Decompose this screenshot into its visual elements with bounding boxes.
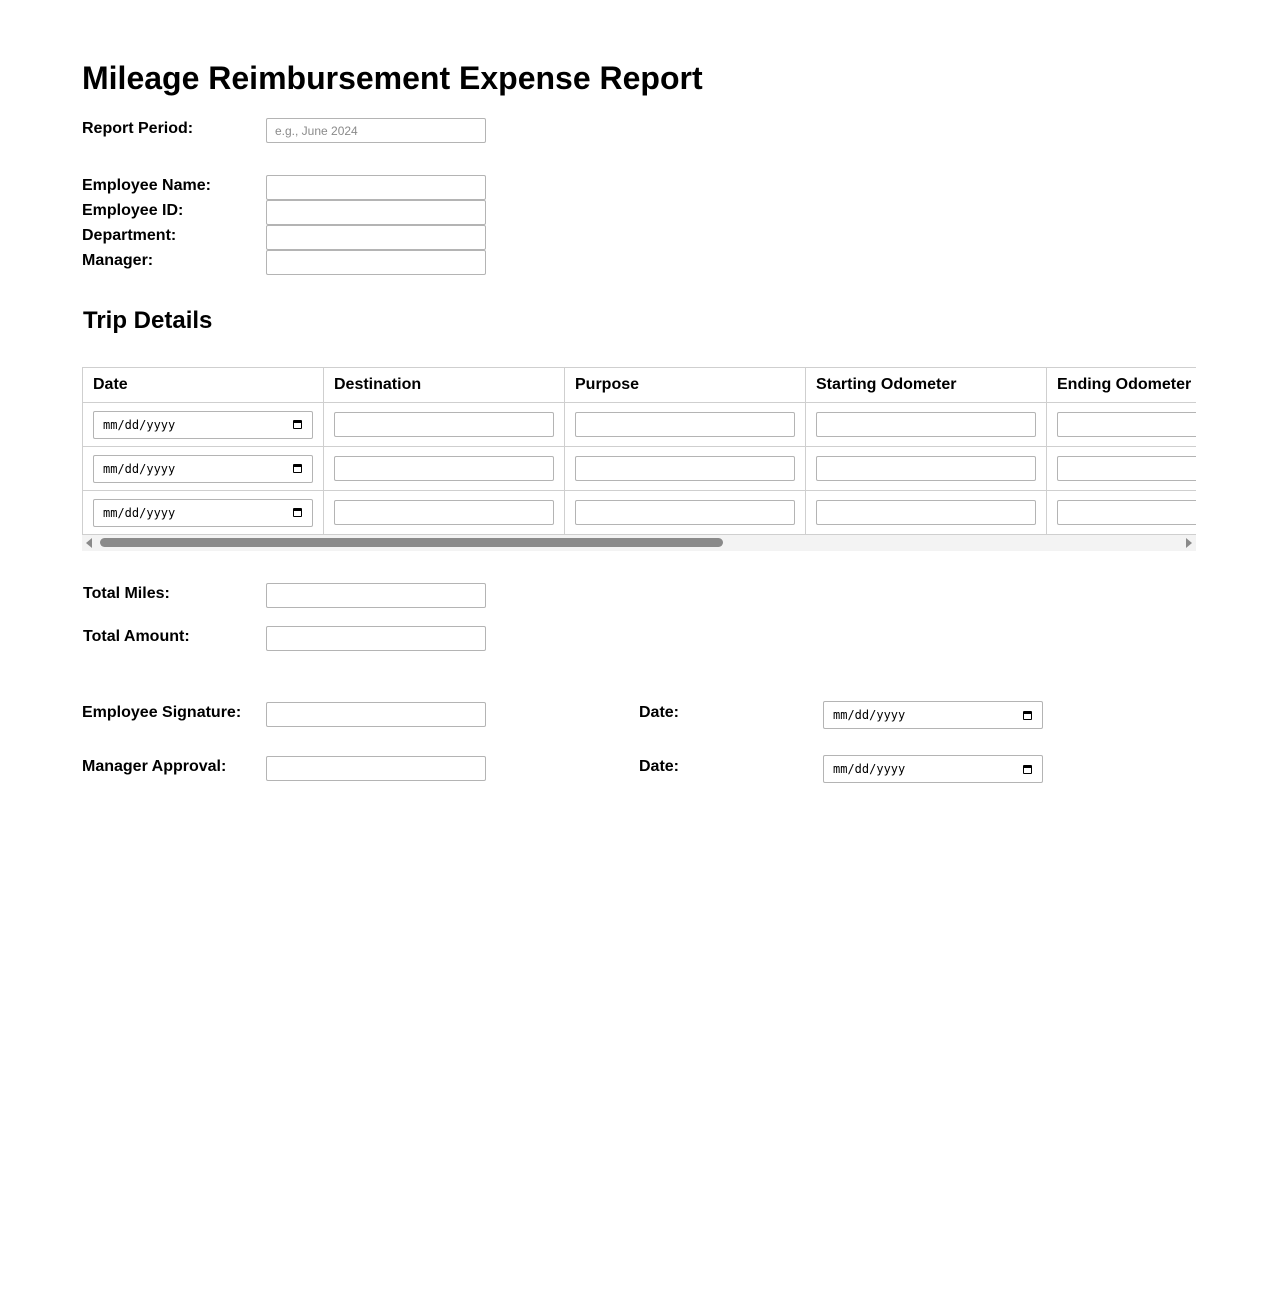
manager-input[interactable] <box>266 250 486 275</box>
calendar-icon[interactable] <box>293 464 302 473</box>
starting-odometer-cell <box>806 447 1047 491</box>
starting-odometer-input[interactable] <box>816 412 1036 437</box>
purpose-input[interactable] <box>575 412 795 437</box>
ending-odometer-input[interactable] <box>1057 456 1196 481</box>
manager-approval-input[interactable] <box>266 756 486 781</box>
report-period-input[interactable] <box>266 118 486 143</box>
starting-odometer-input[interactable] <box>816 500 1036 525</box>
total-amount-input[interactable] <box>266 626 486 651</box>
calendar-icon[interactable] <box>293 508 302 517</box>
purpose-input[interactable] <box>575 456 795 481</box>
employee-signature-label: Employee Signature: <box>82 704 242 721</box>
trip-date-input[interactable] <box>93 455 313 483</box>
date-placeholder: mm/dd/yyyy <box>833 762 906 776</box>
manager-approval-date-input[interactable] <box>823 755 1043 783</box>
employee-signature-date-label: Date: <box>639 704 680 721</box>
trip-table-scroll-container[interactable] <box>82 367 1196 551</box>
trip-details-heading: Trip Details <box>83 307 213 334</box>
column-header-destination: Destination <box>324 368 565 403</box>
ending-odometer-cell <box>1047 491 1197 535</box>
department-label: Department: <box>82 227 177 244</box>
ending-odometer-input[interactable] <box>1057 412 1196 437</box>
date-cell <box>83 403 324 447</box>
destination-input[interactable] <box>334 412 554 437</box>
page-title: Mileage Reimbursement Expense Report <box>82 60 703 96</box>
total-miles-input[interactable] <box>266 583 486 608</box>
employee-name-input[interactable] <box>266 175 486 200</box>
employee-name-label: Employee Name: <box>82 177 211 194</box>
date-placeholder: mm/dd/yyyy <box>103 505 176 520</box>
ending-odometer-input[interactable] <box>1057 500 1196 525</box>
purpose-cell <box>565 447 806 491</box>
calendar-icon[interactable] <box>1023 711 1032 720</box>
date-placeholder: mm/dd/yyyy <box>833 708 906 722</box>
trip-date-input[interactable] <box>93 411 313 439</box>
manager-label: Manager: <box>82 252 154 269</box>
purpose-input[interactable] <box>575 500 795 525</box>
department-input[interactable] <box>266 225 486 250</box>
manager-approval-label: Manager Approval: <box>82 758 227 775</box>
calendar-icon[interactable] <box>293 420 302 429</box>
employee-id-input[interactable] <box>266 200 486 225</box>
date-cell <box>83 491 324 535</box>
scroll-right-arrow-icon[interactable] <box>1186 538 1192 548</box>
table-row <box>83 447 1197 491</box>
destination-cell <box>324 403 565 447</box>
employee-id-label: Employee ID: <box>82 202 184 219</box>
date-placeholder: mm/dd/yyyy <box>103 461 176 476</box>
trip-details-table <box>82 367 1196 535</box>
column-header-ending-odometer: Ending Odometer <box>1047 368 1197 403</box>
starting-odometer-cell <box>806 403 1047 447</box>
destination-cell <box>324 447 565 491</box>
calendar-icon[interactable] <box>1023 765 1032 774</box>
column-header-purpose: Purpose <box>565 368 806 403</box>
employee-signature-input[interactable] <box>266 702 486 727</box>
destination-input[interactable] <box>334 456 554 481</box>
column-header-starting-odometer: Starting Odometer <box>806 368 1047 403</box>
horizontal-scrollbar[interactable] <box>82 535 1196 551</box>
purpose-cell <box>565 491 806 535</box>
starting-odometer-input[interactable] <box>816 456 1036 481</box>
starting-odometer-cell <box>806 491 1047 535</box>
employee-signature-date-input[interactable] <box>823 701 1043 729</box>
trip-date-input[interactable] <box>93 499 313 527</box>
ending-odometer-cell <box>1047 403 1197 447</box>
date-placeholder: mm/dd/yyyy <box>103 417 176 432</box>
destination-cell <box>324 491 565 535</box>
report-period-label: Report Period: <box>82 120 194 137</box>
date-cell <box>83 447 324 491</box>
total-amount-label: Total Amount: <box>83 628 190 645</box>
manager-approval-date-label: Date: <box>639 758 680 775</box>
table-row <box>83 491 1197 535</box>
table-header-row <box>83 368 1197 403</box>
ending-odometer-cell <box>1047 447 1197 491</box>
table-row <box>83 403 1197 447</box>
column-header-date: Date <box>83 368 324 403</box>
total-miles-label: Total Miles: <box>83 585 170 602</box>
scroll-left-arrow-icon[interactable] <box>86 538 92 548</box>
scrollbar-thumb[interactable] <box>100 538 723 547</box>
purpose-cell <box>565 403 806 447</box>
destination-input[interactable] <box>334 500 554 525</box>
